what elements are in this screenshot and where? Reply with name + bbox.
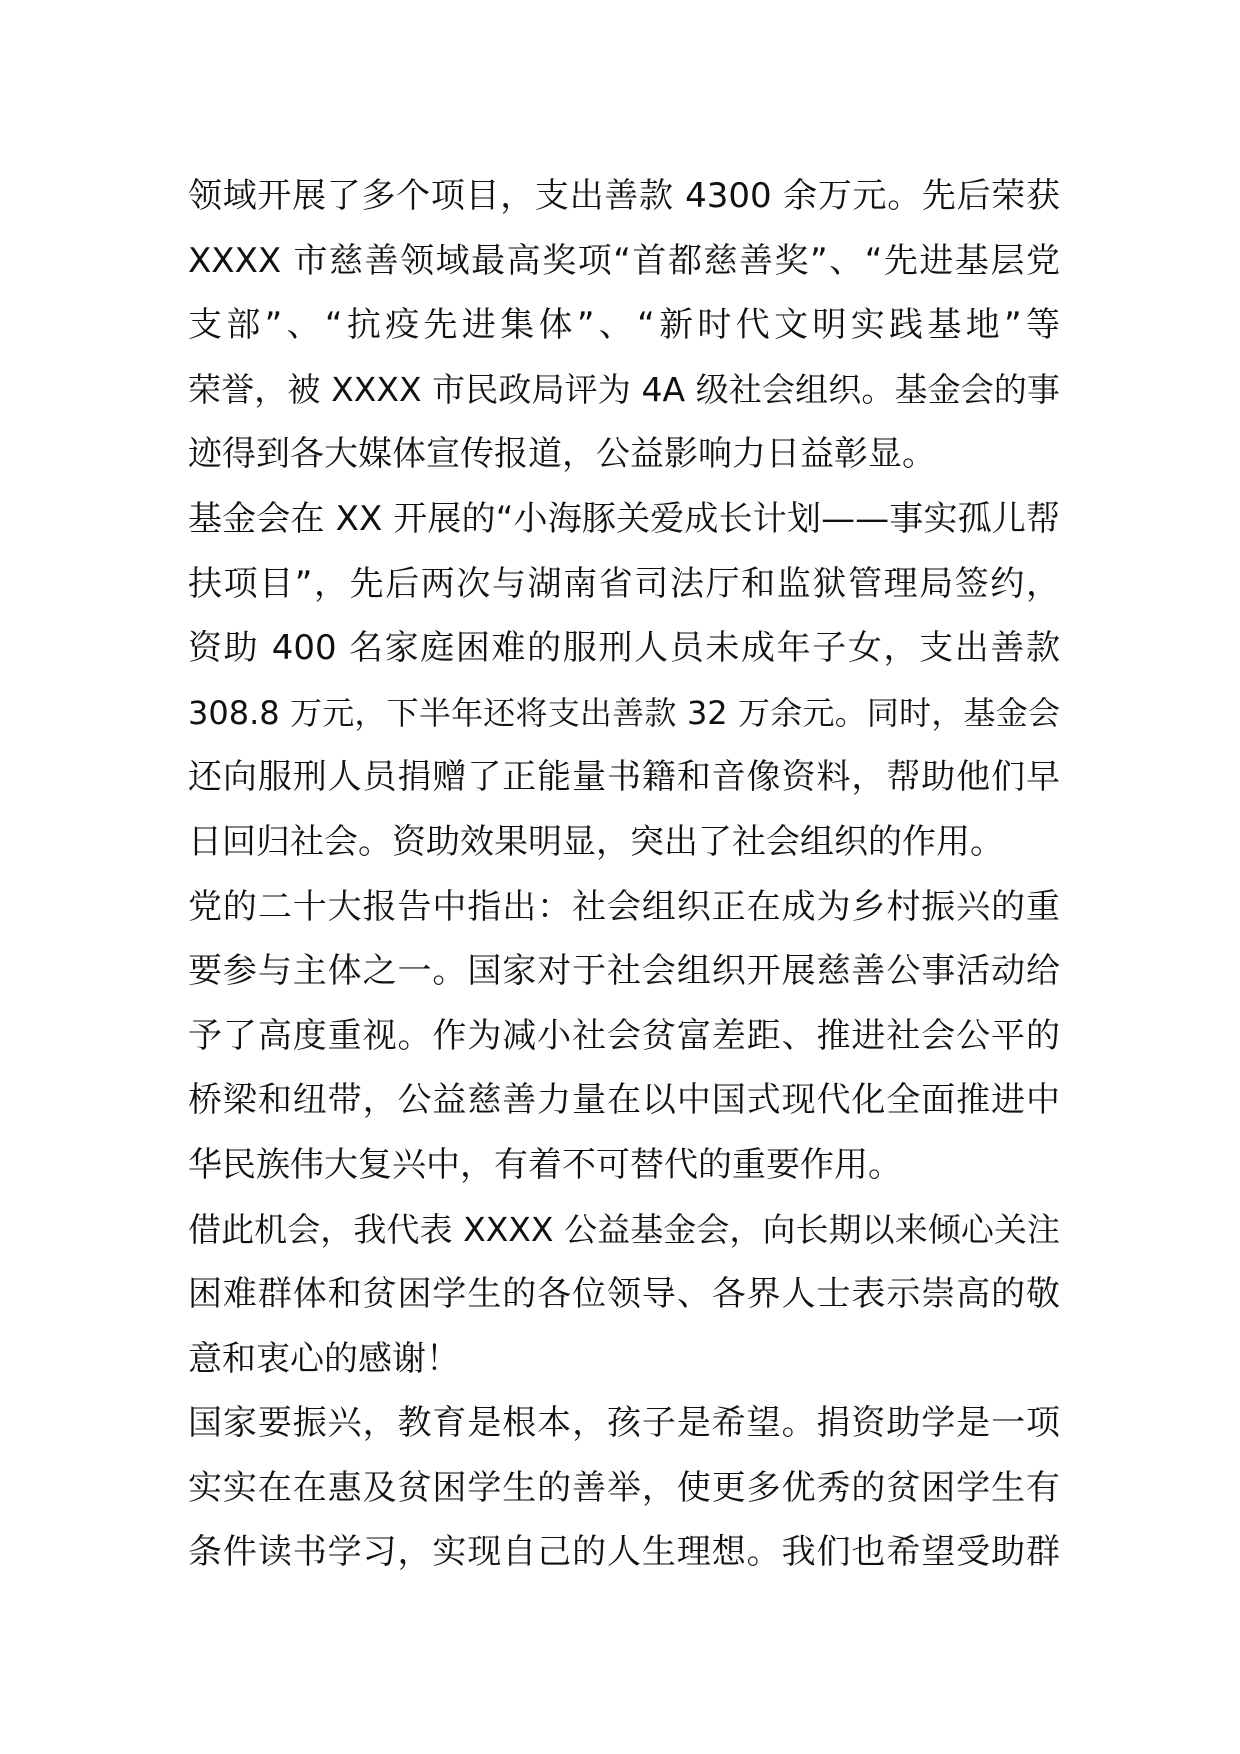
text-line: 资助 400 名家庭困难的服刑人员未成年子女，支出善款 bbox=[188, 628, 1060, 669]
text-line: 还向服刑人员捐赠了正能量书籍和音像资料，帮助他们早 bbox=[188, 757, 1060, 798]
text-line: 党的二十大报告中指出：社会组织正在成为乡村振兴的重 bbox=[188, 886, 1060, 927]
text-line: 借此机会，我代表 XXXX 公益基金会，向长期以来倾心关注 bbox=[188, 1209, 1060, 1249]
text-line: 日回归社会。资助效果明显，突出了社会组织的作用。 bbox=[188, 821, 1004, 862]
text-line: 扶项目”，先后两次与湖南省司法厅和监狱管理局签约， bbox=[188, 563, 1060, 604]
text-line: 支部”、“抗疫先进集体”、“新时代文明实践基地”等 bbox=[188, 305, 1060, 346]
text-line: 予了高度重视。作为减小社会贫富差距、推进社会公平的 bbox=[188, 1015, 1060, 1056]
text-line: 困难群体和贫困学生的各位领导、各界人士表示崇高的敬 bbox=[188, 1274, 1060, 1315]
text-line: 条件读书学习，实现自己的人生理想。我们也希望受助群 bbox=[188, 1532, 1060, 1573]
text-line: 桥梁和纽带，公益慈善力量在以中国式现代化全面推进中 bbox=[188, 1080, 1060, 1121]
text-line: 308.8 万元，下半年还将支出善款 32 万余元。同时，基金会 bbox=[188, 693, 1060, 732]
text-line: 意和衷心的感谢！ bbox=[188, 1338, 460, 1379]
text-line: 要参与主体之一。国家对于社会组织开展慈善公事活动给 bbox=[188, 951, 1060, 992]
text-line: 实实在在惠及贫困学生的善举，使更多优秀的贫困学生有 bbox=[188, 1467, 1060, 1508]
text-line: XXXX 市慈善领域最高奖项“首都慈善奖”、“先进基层党 bbox=[188, 240, 1060, 281]
text-line: 国家要振兴，教育是根本，孩子是希望。捐资助学是一项 bbox=[188, 1403, 1060, 1444]
text-line: 基金会在 XX 开展的“小海豚关爱成长计划——事实孤儿帮 bbox=[188, 498, 1060, 539]
document-body bbox=[188, 164, 1060, 1585]
text-line: 领域开展了多个项目，支出善款 4300 余万元。先后荣获 bbox=[188, 176, 1060, 216]
text-line: 迹得到各大媒体宣传报道，公益影响力日益彰显。 bbox=[188, 434, 936, 475]
text-line: 华民族伟大复兴中，有着不可替代的重要作用。 bbox=[188, 1144, 902, 1185]
text-line: 荣誉，被 XXXX 市民政局评为 4A 级社会组织。基金会的事 bbox=[188, 369, 1060, 409]
